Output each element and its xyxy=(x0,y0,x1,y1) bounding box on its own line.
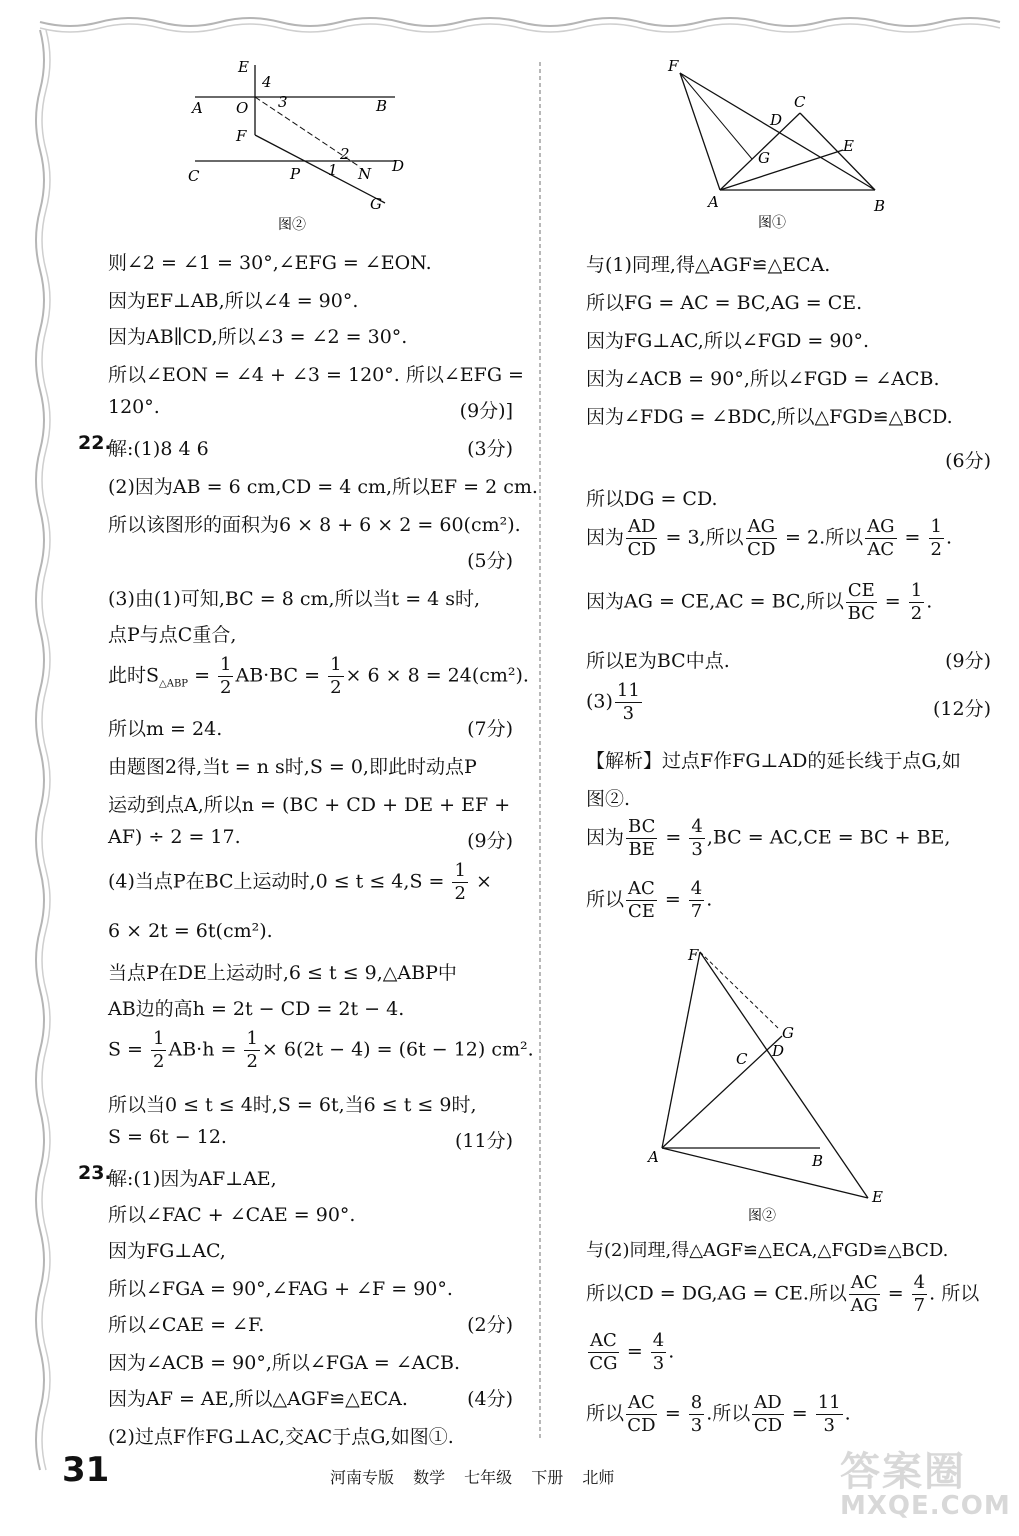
label-E: E xyxy=(238,58,249,76)
denominator: CD xyxy=(753,1415,783,1436)
text-line: 所以m = 24. xyxy=(108,718,223,740)
fraction xyxy=(626,516,657,561)
numerator: CE xyxy=(847,580,875,601)
text: = xyxy=(878,590,907,613)
numerator: AD xyxy=(628,516,656,537)
text: = xyxy=(188,664,217,687)
numerator: BC xyxy=(628,816,656,837)
denominator: 2 xyxy=(330,677,342,698)
score: (5分) xyxy=(467,550,513,572)
formula-line xyxy=(586,516,952,561)
label-N: N xyxy=(358,165,372,183)
text-line: 所以∠CAE = ∠F. xyxy=(108,1314,265,1336)
text: × 6 × 8 = 24(cm²). xyxy=(345,664,529,687)
footer-book-info: 河南专版 数学 七年级 下册 北师 xyxy=(330,1468,615,1487)
text: 所以CD = DG,AG = CE.所以 xyxy=(586,1282,847,1305)
text: = xyxy=(881,1282,910,1305)
denominator: BC xyxy=(847,603,875,624)
label-G: G xyxy=(758,149,770,167)
denominator: 7 xyxy=(913,1295,926,1316)
numerator: 4 xyxy=(652,1330,665,1351)
text-line: 图②. xyxy=(586,788,631,810)
fraction xyxy=(626,1392,657,1437)
denominator: 2 xyxy=(246,1051,258,1072)
text-line: 所以DG = CD. xyxy=(586,488,718,510)
denominator: CE xyxy=(627,901,655,922)
text-line: 则∠2 = ∠1 = 30°,∠EFG = ∠EON. xyxy=(108,252,432,274)
numerator: 11 xyxy=(817,1392,841,1413)
formula-line xyxy=(108,860,492,905)
figure-caption: 图① xyxy=(758,215,786,231)
fraction xyxy=(849,1272,880,1317)
label-G: G xyxy=(370,195,382,213)
denominator: 2 xyxy=(930,539,942,560)
denominator: 3 xyxy=(652,1353,665,1374)
denominator: CD xyxy=(627,1415,656,1436)
fraction xyxy=(328,654,343,699)
text-line: (2)因为AB = 6 cm,CD = 4 cm,所以EF = 2 cm. xyxy=(108,476,538,498)
text-line: 解:(1)因为AF⊥AE, xyxy=(108,1168,277,1190)
label-F: F xyxy=(668,57,679,75)
text-line: 6 × 2t = 6t(cm²). xyxy=(108,920,273,942)
label-E: E xyxy=(872,1188,883,1206)
text-line: 由题图2得,当t = n s时,S = 0,即此时动点P xyxy=(108,756,477,778)
formula-line xyxy=(108,654,529,699)
text: . xyxy=(706,888,713,911)
numerator: AG xyxy=(867,516,895,537)
text-line: AF) ÷ 2 = 17. xyxy=(108,826,241,848)
text: × 6(2t − 4) = (6t − 12) cm². xyxy=(261,1038,534,1061)
fraction xyxy=(626,816,657,861)
denominator: 3 xyxy=(622,703,635,724)
question-number: 22. xyxy=(78,432,112,454)
fraction xyxy=(746,516,777,561)
text-line: 所以E为BC中点. xyxy=(586,650,730,672)
text: . xyxy=(945,526,953,549)
numerator: 1 xyxy=(930,516,942,537)
label-B: B xyxy=(376,97,388,115)
text: ,BC = AC,CE = BC + BE, xyxy=(706,826,951,849)
score: (2分) xyxy=(467,1314,513,1336)
numerator: AC xyxy=(590,1330,617,1351)
formula-line xyxy=(586,1272,979,1317)
numerator: 4 xyxy=(691,816,703,837)
denominator: 3 xyxy=(690,1415,703,1436)
numerator: 11 xyxy=(616,680,640,701)
fraction xyxy=(816,1392,843,1437)
question-number: 23. xyxy=(78,1162,112,1184)
numerator: AD xyxy=(754,1392,782,1413)
fraction xyxy=(909,580,924,625)
label-C: C xyxy=(736,1050,748,1068)
label-2: 2 xyxy=(340,145,350,163)
fraction xyxy=(244,1028,259,1073)
numerator: 1 xyxy=(246,1028,258,1049)
numerator: 4 xyxy=(913,1272,926,1293)
label-D: D xyxy=(772,1042,785,1060)
watermark-logo xyxy=(840,1440,1011,1521)
fraction xyxy=(689,1392,704,1437)
denominator: 2 xyxy=(220,677,232,698)
fraction xyxy=(615,680,642,725)
label-F: F xyxy=(236,127,247,145)
text: 因为 xyxy=(586,526,625,549)
fraction xyxy=(912,1272,927,1317)
text-line: 因为EF⊥AB,所以∠4 = 90°. xyxy=(108,290,359,312)
figure-right-top xyxy=(660,55,900,240)
label-C: C xyxy=(188,167,200,185)
label-G: G xyxy=(782,1024,794,1042)
denominator: AC xyxy=(867,539,895,560)
text: = xyxy=(785,1402,814,1425)
figure-caption: 图② xyxy=(278,217,306,233)
denominator: 7 xyxy=(690,901,703,922)
text-line: S = 6t − 12. xyxy=(108,1126,227,1148)
text-line: 所以该图形的面积为6 × 8 + 6 × 2 = 60(cm²). xyxy=(108,514,521,536)
text: 所以 xyxy=(586,888,625,911)
text: (3) xyxy=(586,690,613,713)
score: (9分)] xyxy=(459,400,513,422)
text-line: 解:(1)8 4 6 xyxy=(108,438,209,460)
numerator: 4 xyxy=(690,878,703,899)
fraction xyxy=(626,878,657,923)
text: . xyxy=(926,590,933,613)
page-number: 31 xyxy=(62,1450,110,1490)
score: (7分) xyxy=(467,718,513,740)
figure-right-mid xyxy=(640,940,900,1225)
text: = xyxy=(898,526,927,549)
label-B: B xyxy=(874,197,886,215)
label-O: O xyxy=(236,99,249,117)
numerator: 1 xyxy=(454,860,466,881)
text-line: 点P与点C重合, xyxy=(108,624,237,646)
score: (9分) xyxy=(945,650,991,672)
label-B: B xyxy=(812,1152,824,1170)
formula-line xyxy=(586,580,932,625)
figure-caption: 图② xyxy=(748,1208,776,1224)
text: × xyxy=(469,870,492,893)
fraction xyxy=(651,1330,666,1375)
text-line: 因为FG⊥AC, xyxy=(108,1240,226,1262)
label-4: 4 xyxy=(262,73,272,91)
watermark-text-top: 答案圈 xyxy=(840,1449,966,1495)
text: = 2.所以 xyxy=(778,526,864,549)
denominator: 2 xyxy=(153,1051,165,1072)
formula-line xyxy=(586,878,712,923)
numerator: AC xyxy=(628,878,655,899)
label-C: C xyxy=(794,93,806,111)
text: = xyxy=(658,1402,687,1425)
text: = xyxy=(658,888,687,911)
text: 因为 xyxy=(586,826,625,849)
label-3: 3 xyxy=(278,93,288,111)
score: (12分) xyxy=(932,698,991,720)
label-A: A xyxy=(708,193,719,211)
figure-left-top xyxy=(180,55,420,245)
text: 因为AG = CE,AC = BC,所以 xyxy=(586,590,844,613)
text-line: 与(2)同理,得△AGF≌△ECA,△FGD≌△BCD. xyxy=(586,1240,949,1261)
denominator: CD xyxy=(627,539,656,560)
text-line: 因为FG⊥AC,所以∠FGD = 90°. xyxy=(586,330,870,352)
text-line: 运动到点A,所以n = (BC + CD + DE + EF + xyxy=(108,794,511,816)
text-line: 因为∠ACB = 90°,所以∠FGA = ∠ACB. xyxy=(108,1352,461,1374)
text: .所以 xyxy=(706,1402,751,1425)
text: . xyxy=(844,1402,851,1425)
denominator: 3 xyxy=(823,1415,835,1436)
text-line: 所以当0 ≤ t ≤ 4时,S = 6t,当6 ≤ t ≤ 9时, xyxy=(108,1094,477,1116)
denominator: 2 xyxy=(910,603,923,624)
text-line: 当点P在DE上运动时,6 ≤ t ≤ 9,△ABP中 xyxy=(108,962,457,984)
text: S = xyxy=(108,1038,150,1061)
denominator: 2 xyxy=(454,883,466,904)
text: 此时S xyxy=(108,664,160,687)
text: = xyxy=(659,826,688,849)
fraction xyxy=(588,1330,619,1375)
text-line: 所以FG = AC = BC,AG = CE. xyxy=(586,292,863,314)
fraction xyxy=(689,816,704,861)
label-A: A xyxy=(192,99,203,117)
denominator: AG xyxy=(850,1295,878,1316)
numerator: 8 xyxy=(690,1392,703,1413)
text-line: 因为AF = AE,所以△AGF≌△ECA. xyxy=(108,1388,408,1410)
text: AB·h = xyxy=(168,1038,243,1061)
fraction xyxy=(452,860,467,905)
fraction xyxy=(218,654,233,699)
text: . 所以 xyxy=(929,1282,980,1305)
subscript: △ABP xyxy=(159,678,189,690)
denominator: 3 xyxy=(691,839,703,860)
numerator: 1 xyxy=(330,654,342,675)
text: = 3,所以 xyxy=(659,526,744,549)
label-F: F xyxy=(688,946,699,964)
formula-line xyxy=(586,816,950,861)
text-line: 所以∠FAC + ∠CAE = 90°. xyxy=(108,1204,356,1226)
denominator: BE xyxy=(628,839,655,860)
formula-line xyxy=(586,680,644,725)
score: (4分) xyxy=(467,1388,513,1410)
score: (9分) xyxy=(467,830,513,852)
fraction xyxy=(151,1028,166,1073)
fraction xyxy=(865,516,896,561)
numerator: 1 xyxy=(220,654,232,675)
text: (4)当点P在BC上运动时,0 ≤ t ≤ 4,S = xyxy=(108,870,451,893)
text-line: 所以∠FGA = 90°,∠FAG + ∠F = 90°. xyxy=(108,1278,453,1300)
formula-line xyxy=(586,1392,851,1437)
text-line: AB边的高h = 2t − CD = 2t − 4. xyxy=(108,998,405,1020)
numerator: AG xyxy=(747,516,775,537)
text-line: 因为∠FDG = ∠BDC,所以△FGD≌△BCD. xyxy=(586,406,953,428)
watermark-text-bottom: MXQE.COM xyxy=(840,1491,1011,1521)
denominator: CG xyxy=(589,1353,618,1374)
label-P: P xyxy=(290,165,301,183)
label-D: D xyxy=(770,111,783,129)
fraction xyxy=(846,580,877,625)
score: (6分) xyxy=(945,450,991,472)
text-line: 120°. xyxy=(108,396,160,418)
text-line: (3)由(1)可知,BC = 8 cm,所以当t = 4 s时, xyxy=(108,588,481,610)
label-E: E xyxy=(843,137,854,155)
text-line: (2)过点F作FG⊥AC,交AC于点G,如图①. xyxy=(108,1426,454,1448)
fraction xyxy=(752,1392,783,1437)
text: . xyxy=(668,1340,675,1363)
label-1: 1 xyxy=(328,161,338,179)
score: (11分) xyxy=(454,1130,513,1152)
text-line: 因为∠ACB = 90°,所以∠FGD = ∠ACB. xyxy=(586,368,940,390)
text: = xyxy=(620,1340,649,1363)
text: 所以 xyxy=(586,1402,625,1425)
score: (3分) xyxy=(467,438,513,460)
fraction xyxy=(689,878,704,923)
denominator: CD xyxy=(747,539,776,560)
numerator: 1 xyxy=(153,1028,165,1049)
text: AB·BC = xyxy=(235,664,327,687)
label-D: D xyxy=(392,157,405,175)
numerator: AC xyxy=(628,1392,655,1413)
formula-line xyxy=(586,1330,674,1375)
numerator: 1 xyxy=(910,580,923,601)
numerator: AC xyxy=(850,1272,878,1293)
text-line: 与(1)同理,得△AGF≌△ECA. xyxy=(586,254,831,276)
label-A: A xyxy=(648,1148,659,1166)
text-line: 所以∠EON = ∠4 + ∠3 = 120°. 所以∠EFG = xyxy=(108,364,524,386)
text-line: 【解析】过点F作FG⊥AD的延长线于点G,如 xyxy=(586,750,961,772)
fraction xyxy=(929,516,944,561)
text-line: 因为AB∥CD,所以∠3 = ∠2 = 30°. xyxy=(108,326,408,348)
formula-line xyxy=(108,1028,534,1073)
